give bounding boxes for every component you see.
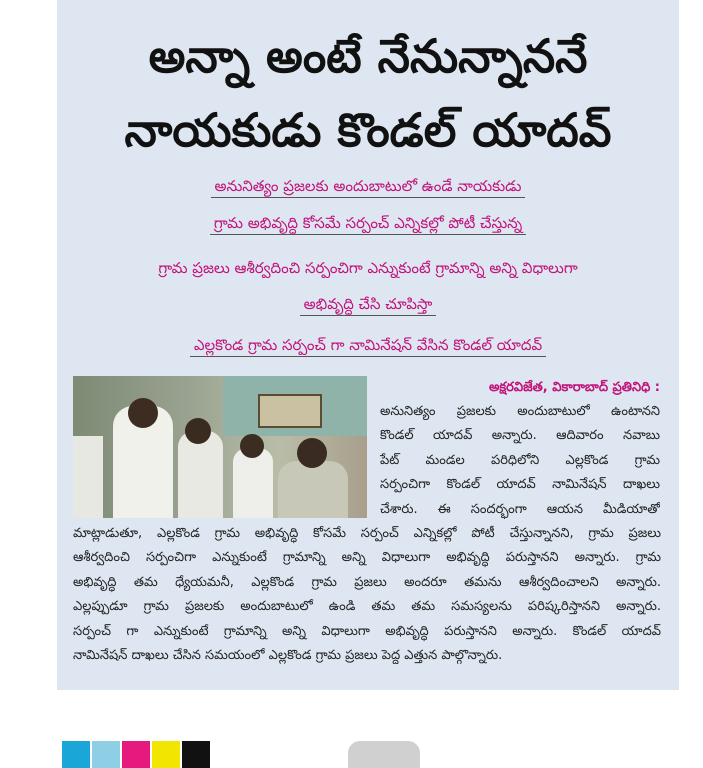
swatch-light-cyan [92, 741, 120, 768]
page-tab [348, 741, 420, 768]
swatch-black [182, 741, 210, 768]
body-line: ఎల్లప్పుడూ గ్రామ ప్రజలకు అందుబాటులో ఉండి తమ తమ సమస్యలను పరిష్కరిస్తానని అన్నారు. [73, 599, 661, 615]
byline [410, 380, 660, 398]
color-registration-swatches [62, 741, 212, 768]
body-line: అభివృద్ధి తమ ధ్యేయమనీ, ఎల్లకొండ గ్రామ ప్రజలు అందరూ తమను ఆశీర్వదించాలని అన్నారు. [73, 574, 661, 590]
body-line: మాట్లాడుతూ, ఎల్లకొండ గ్రామ అభివృద్ధి కోసమే సర్పంచ్ ఎన్నికల్లో పోటీ చేస్తున్నానని, గ్రామ ప్రజలు [73, 526, 661, 541]
subhead-4: అభివృద్ధి చేసి చూపిస్తా [57, 293, 679, 315]
subhead-1: అనునిత్యం ప్రజలకు అందుబాటులో ఉండే నాయకుడు [57, 175, 679, 197]
headline-line-2: నాయకుడు కొండల్ యాదవ్ [124, 103, 612, 157]
headline-line-1: అన్నా అంటే నేనున్నాననే [148, 29, 588, 83]
body-line: సర్పంచ్ గా ఎన్నుకుంటే గ్రామాన్ని అన్ని విధాలుగా అభివృద్ధి పరుస్తానని అన్నారు. కొండల్ యాదవ్ [73, 623, 661, 639]
body-line: కొండల్ యాదవ్ అన్నారు. ఆదివారం నవాబు [380, 428, 660, 444]
article-body-wide [73, 522, 661, 668]
swatch-magenta [122, 741, 150, 768]
body-line: ఆశీర్వదించి సర్పంచిగా ఎన్నుకుంటే గ్రామాన్ని అన్ని విధాలుగా అభివృద్ధి పరుస్తానని అన్నారు. గ్రామ [73, 550, 661, 566]
subhead-3: గ్రామ ప్రజలు ఆశీర్వదించి సర్పంచిగా ఎన్నుకుంటే గ్రామాన్ని అన్ని విధాలుగా [158, 259, 578, 277]
body-line: పేట్ మండల పరిధిలోని ఎల్లకొండ గ్రామ [380, 452, 660, 468]
body-line: నామినేషన్ దాఖలు చేసిన సమయంలో ఎల్లకొండ గ్రామ ప్రజలు పెద్ద ఎత్తున పాల్గొన్నారు. [73, 647, 503, 663]
subhead-2: గ్రామ అభివృద్ధి కోసమే సర్పంచ్ ఎన్నికల్లో పోటీ చేస్తున్న [57, 212, 679, 234]
swatch-yellow [152, 741, 180, 768]
news-photo [73, 376, 367, 518]
article-body-narrow [380, 400, 660, 522]
byline-place: వికారాబాద్ [552, 380, 609, 395]
subhead-5: ఎల్లకొండ గ్రామ సర్పంచ్ గా నామినేషన్ వేసిన కొండల్ యాదవ్ [57, 334, 679, 356]
body-line: సర్పంచిగా కొండల్ యాదవ్ నామినేషన్ దాఖలు [380, 477, 660, 493]
byline-reporter: ప్రతినిధి : [612, 380, 660, 395]
body-line: చేశారు. ఈ సందర్భంగా ఆయన మీడియాతో [380, 501, 660, 517]
byline-paper: అక్షరవిజేత, [488, 380, 548, 395]
body-line: అనునిత్యం ప్రజలకు అందుబాటులో ఉంటానని [380, 404, 660, 419]
swatch-cyan [62, 741, 90, 768]
